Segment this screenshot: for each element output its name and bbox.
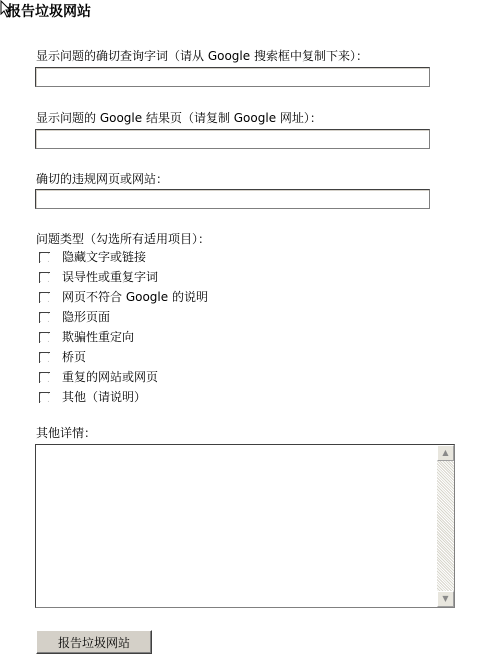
problem-type-option[interactable] [39, 249, 146, 265]
problem-type-label: 重复的网站或网页 [62, 370, 159, 384]
results-url-label: 显示问题的 Google 结果页（请复制 Google 网址）： [36, 111, 322, 125]
other-details-label: 其他详情： [36, 426, 97, 440]
other-details-textarea[interactable] [36, 445, 437, 607]
problem-type-label: 其他（请说明） [62, 390, 147, 404]
problem-type-label: 隐藏文字或链接 [62, 250, 147, 264]
problem-type-checkbox-hidden-text[interactable] [39, 252, 50, 263]
query-label: 显示问题的确切查询字词（请从 Google 搜索框中复制下来）： [36, 49, 368, 63]
problem-type-checkbox-other[interactable] [39, 392, 50, 403]
problem-type-label: 桥页 [62, 350, 87, 364]
problem-type-label: 欺骗性重定向 [62, 330, 135, 344]
scroll-up-arrow-icon[interactable]: ▲ [437, 445, 454, 461]
problem-type-option[interactable] [39, 369, 158, 385]
problem-type-option[interactable] [39, 269, 158, 285]
problem-type-option[interactable] [39, 329, 134, 345]
problem-type-checkbox-deceptive-redirect[interactable] [39, 332, 50, 343]
offending-site-label: 确切的违规网页或网站： [36, 172, 169, 186]
details-scrollbar[interactable] [437, 445, 454, 607]
problem-type-checkbox-doorway-page[interactable] [39, 352, 50, 363]
problem-type-option[interactable] [39, 289, 208, 305]
problem-type-option[interactable] [39, 349, 86, 365]
page-title: 报告垃圾网站 [7, 4, 91, 20]
scroll-down-arrow-icon[interactable]: ▼ [437, 591, 454, 607]
problem-type-label: 网页不符合 Google 的说明 [62, 290, 208, 304]
problem-type-option[interactable] [39, 309, 110, 325]
submit-report-button[interactable]: 报告垃圾网站 [36, 630, 152, 654]
offending-site-input[interactable] [35, 189, 430, 209]
problem-type-checkbox-duplicate-site[interactable] [39, 372, 50, 383]
problem-type-checkbox-misleading-words[interactable] [39, 272, 50, 283]
problem-type-label: 误导性或重复字词 [62, 270, 159, 284]
problem-type-option[interactable] [39, 389, 146, 405]
problem-types-label: 问题类型（勾选所有适用项目）： [36, 232, 211, 246]
other-details-box [35, 444, 455, 608]
problem-type-checkbox-guidelines[interactable] [39, 292, 50, 303]
problem-type-label: 隐形页面 [62, 310, 111, 324]
problem-type-checkbox-cloaked-page[interactable] [39, 312, 50, 323]
query-input[interactable] [35, 67, 430, 87]
results-url-input[interactable] [35, 129, 430, 149]
